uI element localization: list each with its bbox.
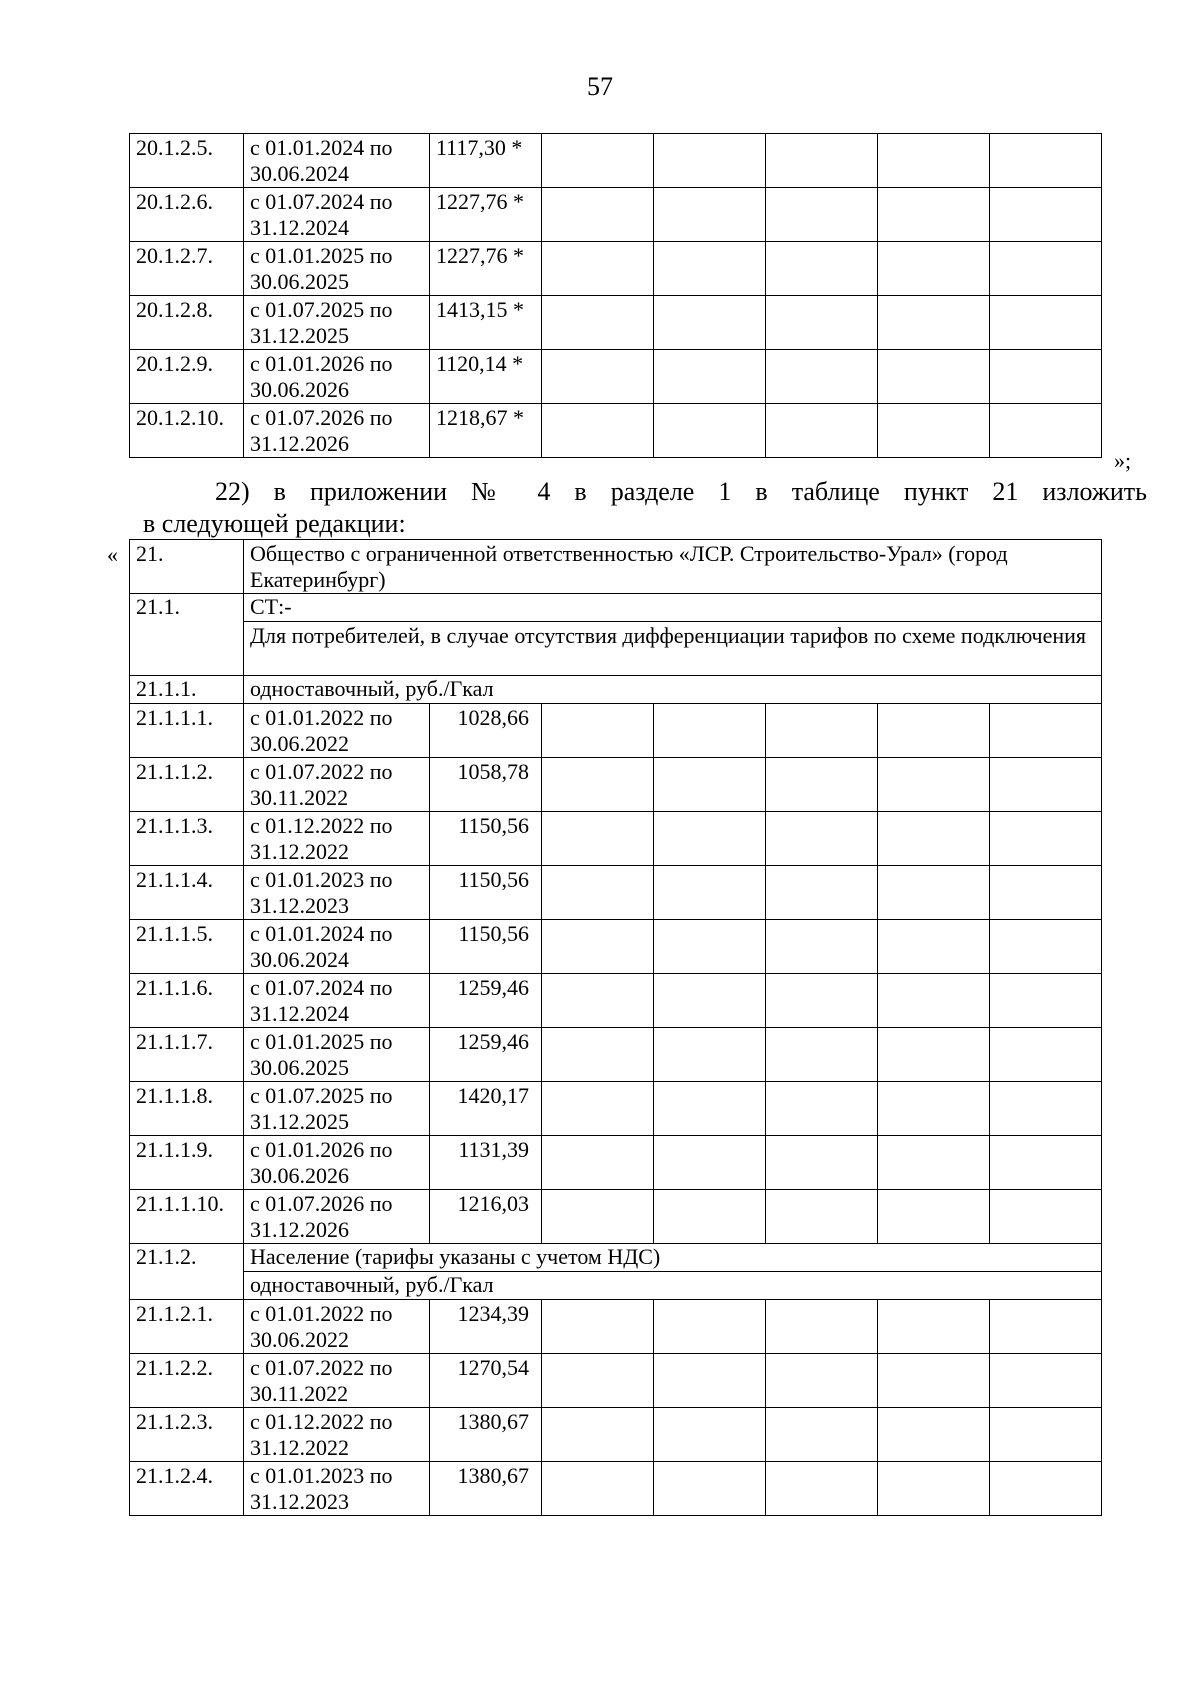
empty-cell xyxy=(990,974,1102,1028)
empty-cell xyxy=(878,812,990,866)
empty-cell xyxy=(878,350,990,404)
row-value: 1117,30 * xyxy=(430,134,542,188)
empty-cell xyxy=(766,974,878,1028)
empty-cell xyxy=(654,1354,766,1408)
empty-cell xyxy=(990,1408,1102,1462)
tariff-table-20 xyxy=(129,133,1102,458)
empty-cell xyxy=(766,758,878,812)
row-period: с 01.12.2022 по 31.12.2022 xyxy=(244,812,430,866)
empty-cell xyxy=(878,866,990,920)
org-name: Общество с ограниченной ответственностью «ЛСР. Строительство-Урал» (город Екатеринбург) xyxy=(244,540,1102,594)
empty-cell xyxy=(542,704,654,758)
empty-cell xyxy=(766,1082,878,1136)
empty-cell xyxy=(766,1300,878,1354)
empty-cell xyxy=(766,1190,878,1244)
empty-cell xyxy=(990,404,1102,458)
opening-quote: « xyxy=(107,542,118,567)
table-row xyxy=(130,1082,1102,1136)
row-value: 1227,76 * xyxy=(430,188,542,242)
row-period: с 01.01.2022 по 30.06.2022 xyxy=(244,704,430,758)
table-row xyxy=(130,188,1102,242)
row-number: 21.1.2.4. xyxy=(130,1462,244,1516)
section-number: 21.1. xyxy=(130,594,244,676)
row-period: с 01.01.2025 по 30.06.2025 xyxy=(244,1028,430,1082)
row-value: 1150,56 xyxy=(430,812,542,866)
table-row xyxy=(130,1462,1102,1516)
empty-cell xyxy=(878,1190,990,1244)
row-value: 1380,67 xyxy=(430,1462,542,1516)
empty-cell xyxy=(766,134,878,188)
paragraph-line-1: 22) в приложении № 4 в разделе 1 в таблице пункт 21 изложить xyxy=(215,477,1147,506)
empty-cell xyxy=(878,974,990,1028)
empty-cell xyxy=(766,1354,878,1408)
table-row xyxy=(130,758,1102,812)
table-row xyxy=(130,812,1102,866)
empty-cell xyxy=(990,188,1102,242)
empty-cell xyxy=(766,1028,878,1082)
empty-cell xyxy=(542,350,654,404)
empty-cell xyxy=(766,242,878,296)
row-value: 1413,15 * xyxy=(430,296,542,350)
group-number: 21.1.1. xyxy=(130,676,244,704)
empty-cell xyxy=(766,1136,878,1190)
empty-cell xyxy=(542,1462,654,1516)
group-sublabel: одноставочный, руб./Гкал xyxy=(244,1272,1102,1300)
empty-cell xyxy=(766,350,878,404)
row-value: 1380,67 xyxy=(430,1408,542,1462)
row-number: 20.1.2.8. xyxy=(130,296,244,350)
page-number: 57 xyxy=(587,72,613,101)
empty-cell xyxy=(542,1190,654,1244)
empty-cell xyxy=(878,404,990,458)
empty-cell xyxy=(766,920,878,974)
row-number: 21.1.2.2. xyxy=(130,1354,244,1408)
empty-cell xyxy=(990,1190,1102,1244)
empty-cell xyxy=(878,1136,990,1190)
row-period: с 01.01.2023 по 31.12.2023 xyxy=(244,866,430,920)
empty-cell xyxy=(878,1082,990,1136)
empty-cell xyxy=(990,866,1102,920)
empty-cell xyxy=(878,1300,990,1354)
table-row xyxy=(130,974,1102,1028)
empty-cell xyxy=(990,1462,1102,1516)
empty-cell xyxy=(766,296,878,350)
table-row xyxy=(130,1354,1102,1408)
empty-cell xyxy=(654,188,766,242)
table-row xyxy=(130,704,1102,758)
empty-cell xyxy=(990,1300,1102,1354)
row-number: 20.1.2.7. xyxy=(130,242,244,296)
empty-cell xyxy=(542,866,654,920)
section-label: СТ:- xyxy=(244,594,1102,622)
row-period: с 01.01.2023 по 31.12.2023 xyxy=(244,1462,430,1516)
row-value: 1028,66 xyxy=(430,704,542,758)
empty-cell xyxy=(542,920,654,974)
empty-cell xyxy=(654,758,766,812)
row-period: с 01.07.2022 по 30.11.2022 xyxy=(244,758,430,812)
table-row xyxy=(130,134,1102,188)
empty-cell xyxy=(990,1082,1102,1136)
empty-cell xyxy=(654,296,766,350)
row-value: 1270,54 xyxy=(430,1354,542,1408)
empty-cell xyxy=(766,1408,878,1462)
row-period: с 01.07.2024 по 31.12.2024 xyxy=(244,188,430,242)
row-value: 1058,78 xyxy=(430,758,542,812)
empty-cell xyxy=(542,1408,654,1462)
empty-cell xyxy=(654,350,766,404)
empty-cell xyxy=(766,812,878,866)
empty-cell xyxy=(654,134,766,188)
table-row xyxy=(130,1300,1102,1354)
empty-cell xyxy=(990,758,1102,812)
row-period: с 01.07.2026 по 31.12.2026 xyxy=(244,1190,430,1244)
row-period: с 01.01.2025 по 30.06.2025 xyxy=(244,242,430,296)
row-period: с 01.12.2022 по 31.12.2022 xyxy=(244,1408,430,1462)
row-number: 21.1.1.8. xyxy=(130,1082,244,1136)
table-row xyxy=(130,866,1102,920)
row-number: 21.1.2.3. xyxy=(130,1408,244,1462)
empty-cell xyxy=(878,188,990,242)
empty-cell xyxy=(878,920,990,974)
empty-cell xyxy=(878,1028,990,1082)
row-number: 20.1.2.9. xyxy=(130,350,244,404)
row-number: 20.1.2.6. xyxy=(130,188,244,242)
empty-cell xyxy=(766,404,878,458)
row-value: 1259,46 xyxy=(430,1028,542,1082)
row-value: 1227,76 * xyxy=(430,242,542,296)
row-period: с 01.01.2022 по 30.06.2022 xyxy=(244,1300,430,1354)
empty-cell xyxy=(766,704,878,758)
empty-cell xyxy=(542,1082,654,1136)
empty-cell xyxy=(654,974,766,1028)
tariff-table-21 xyxy=(129,539,1102,1516)
row-number: 21.1.1.2. xyxy=(130,758,244,812)
row-value: 1259,46 xyxy=(430,974,542,1028)
table-row xyxy=(130,296,1102,350)
empty-cell xyxy=(766,188,878,242)
empty-cell xyxy=(654,242,766,296)
row-value: 1216,03 xyxy=(430,1190,542,1244)
empty-cell xyxy=(766,1462,878,1516)
table-row xyxy=(130,242,1102,296)
table-row xyxy=(130,350,1102,404)
row-period: с 01.01.2024 по 30.06.2024 xyxy=(244,920,430,974)
empty-cell xyxy=(654,920,766,974)
row-value: 1150,56 xyxy=(430,866,542,920)
empty-cell xyxy=(654,1190,766,1244)
empty-cell xyxy=(654,866,766,920)
empty-cell xyxy=(542,296,654,350)
empty-cell xyxy=(654,1028,766,1082)
empty-cell xyxy=(990,296,1102,350)
table-row xyxy=(130,1190,1102,1244)
table-row xyxy=(130,1136,1102,1190)
empty-cell xyxy=(542,188,654,242)
empty-cell xyxy=(878,758,990,812)
empty-cell xyxy=(878,1462,990,1516)
empty-cell xyxy=(878,134,990,188)
row-value: 1150,56 xyxy=(430,920,542,974)
empty-cell xyxy=(542,242,654,296)
empty-cell xyxy=(654,1462,766,1516)
row-number: 21.1.1.5. xyxy=(130,920,244,974)
row-value: 1131,39 xyxy=(430,1136,542,1190)
table-row xyxy=(130,920,1102,974)
empty-cell xyxy=(990,242,1102,296)
org-number: 21. xyxy=(130,540,244,594)
row-number: 21.1.1.6. xyxy=(130,974,244,1028)
empty-cell xyxy=(990,1028,1102,1082)
empty-cell xyxy=(766,866,878,920)
row-number: 20.1.2.5. xyxy=(130,134,244,188)
group-label: Население (тарифы указаны с учетом НДС) xyxy=(244,1244,1102,1272)
empty-cell xyxy=(990,1136,1102,1190)
empty-cell xyxy=(654,1082,766,1136)
section-description: Для потребителей, в случае отсутствия дифференциации тарифов по схеме подключения xyxy=(244,622,1102,676)
empty-cell xyxy=(990,812,1102,866)
empty-cell xyxy=(542,812,654,866)
row-period: с 01.07.2022 по 30.11.2022 xyxy=(244,1354,430,1408)
paragraph-line-2: в следующей редакции: xyxy=(143,509,406,538)
row-number: 20.1.2.10. xyxy=(130,404,244,458)
row-number: 21.1.1.3. xyxy=(130,812,244,866)
empty-cell xyxy=(654,1408,766,1462)
row-value: 1420,17 xyxy=(430,1082,542,1136)
empty-cell xyxy=(542,1300,654,1354)
empty-cell xyxy=(542,1136,654,1190)
group-number: 21.1.2. xyxy=(130,1244,244,1300)
table-row xyxy=(130,1408,1102,1462)
empty-cell xyxy=(878,1354,990,1408)
row-number: 21.1.2.1. xyxy=(130,1300,244,1354)
empty-cell xyxy=(990,134,1102,188)
row-number: 21.1.1.4. xyxy=(130,866,244,920)
closing-quote: »; xyxy=(1114,448,1132,473)
empty-cell xyxy=(654,1300,766,1354)
empty-cell xyxy=(990,704,1102,758)
empty-cell xyxy=(878,1408,990,1462)
empty-cell xyxy=(878,242,990,296)
empty-cell xyxy=(654,704,766,758)
row-number: 21.1.1.1. xyxy=(130,704,244,758)
empty-cell xyxy=(990,1354,1102,1408)
row-period: с 01.07.2026 по 31.12.2026 xyxy=(244,404,430,458)
row-value: 1218,67 * xyxy=(430,404,542,458)
row-value: 1120,14 * xyxy=(430,350,542,404)
row-number: 21.1.1.10. xyxy=(130,1190,244,1244)
empty-cell xyxy=(990,350,1102,404)
table-row xyxy=(130,1028,1102,1082)
row-period: с 01.01.2026 по 30.06.2026 xyxy=(244,1136,430,1190)
empty-cell xyxy=(542,1354,654,1408)
empty-cell xyxy=(542,974,654,1028)
row-number: 21.1.1.7. xyxy=(130,1028,244,1082)
row-period: с 01.07.2025 по 31.12.2025 xyxy=(244,296,430,350)
empty-cell xyxy=(654,404,766,458)
empty-cell xyxy=(654,812,766,866)
table-row xyxy=(130,404,1102,458)
empty-cell xyxy=(542,404,654,458)
row-period: с 01.01.2024 по 30.06.2024 xyxy=(244,134,430,188)
group-label: одноставочный, руб./Гкал xyxy=(244,676,1102,704)
row-number: 21.1.1.9. xyxy=(130,1136,244,1190)
row-value: 1234,39 xyxy=(430,1300,542,1354)
empty-cell xyxy=(878,296,990,350)
empty-cell xyxy=(654,1136,766,1190)
empty-cell xyxy=(542,758,654,812)
row-period: с 01.07.2025 по 31.12.2025 xyxy=(244,1082,430,1136)
row-period: с 01.01.2026 по 30.06.2026 xyxy=(244,350,430,404)
empty-cell xyxy=(878,704,990,758)
empty-cell xyxy=(542,134,654,188)
row-period: с 01.07.2024 по 31.12.2024 xyxy=(244,974,430,1028)
empty-cell xyxy=(542,1028,654,1082)
empty-cell xyxy=(990,920,1102,974)
